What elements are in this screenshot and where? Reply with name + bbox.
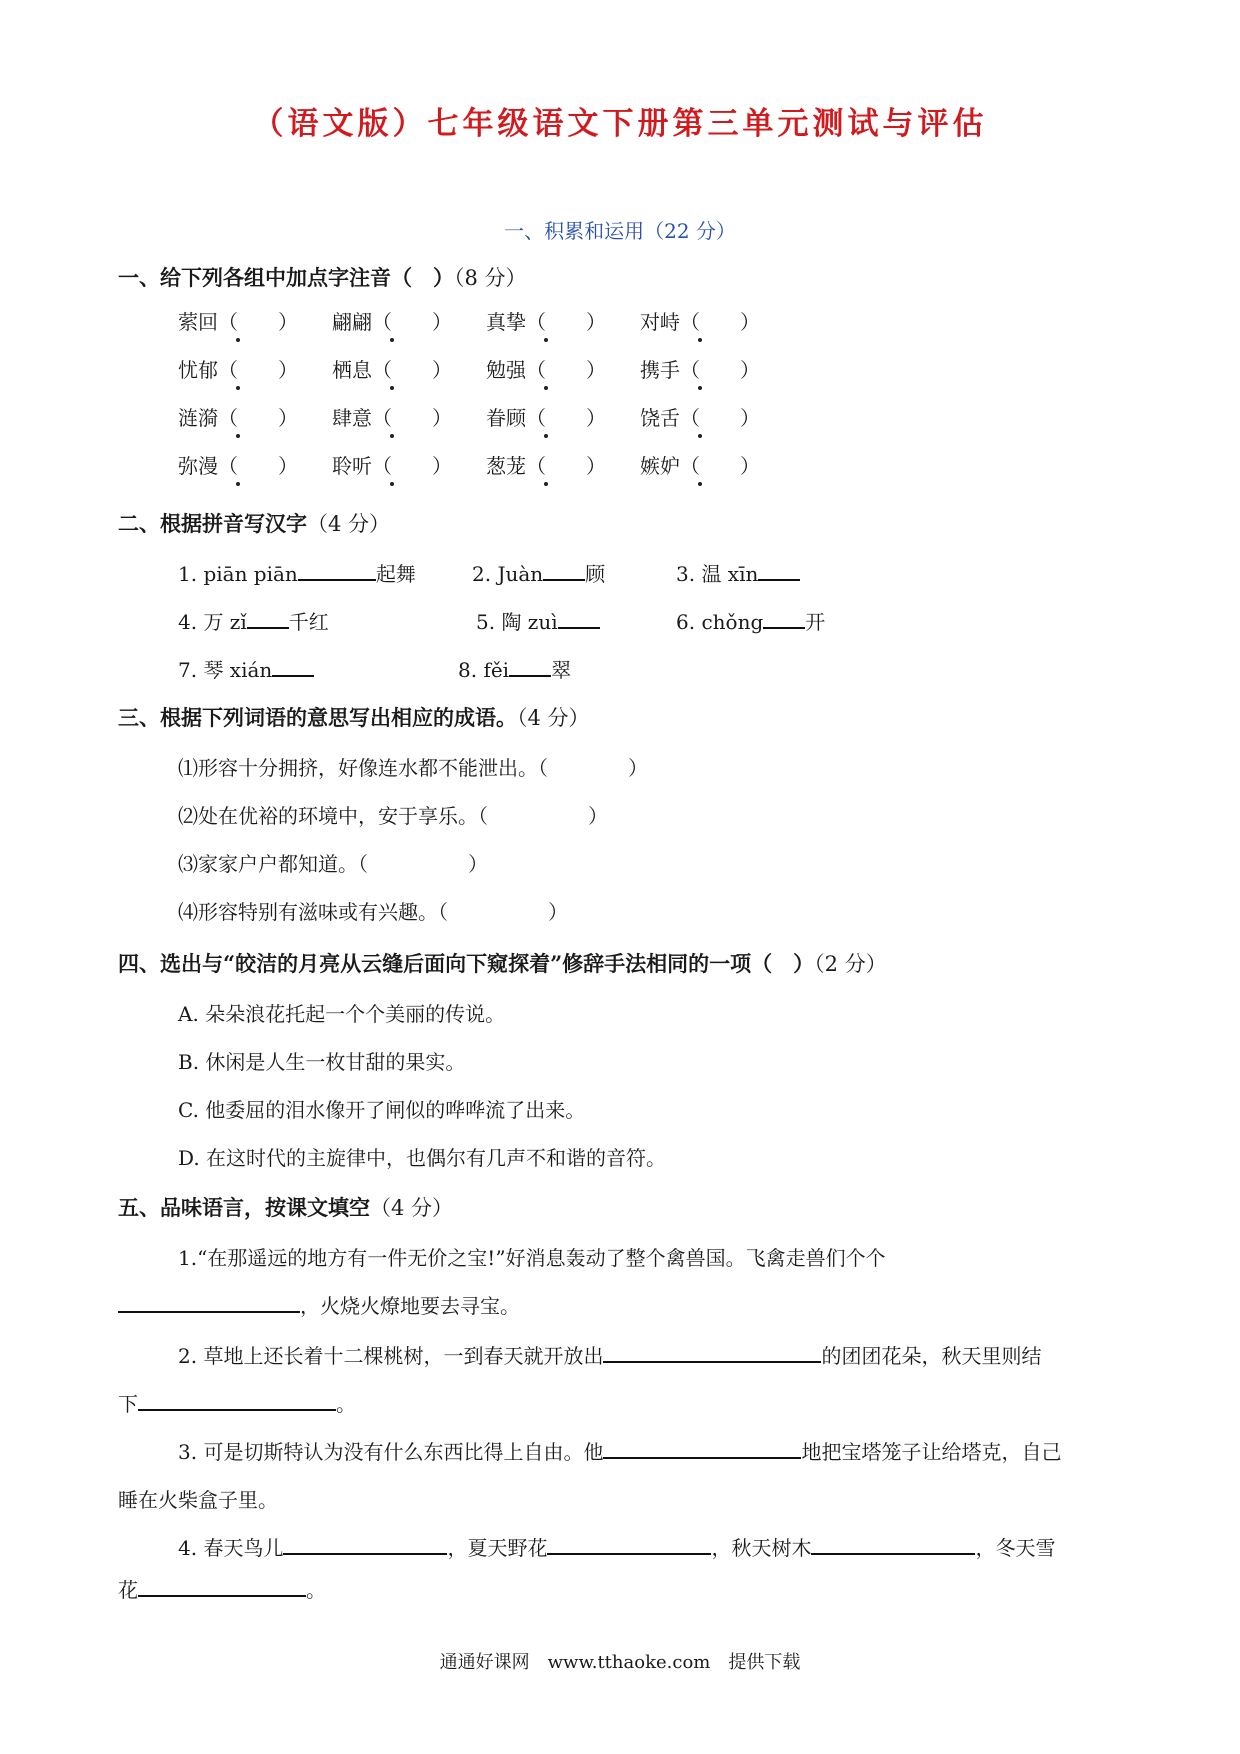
q1-item — [640, 402, 760, 431]
q5-item-4-line2 — [118, 1574, 326, 1603]
q2-suffix: 千红 — [288, 610, 329, 634]
q1-word: 携手（ ） — [640, 354, 760, 383]
q5-item-3-line1 — [178, 1436, 1061, 1465]
q3-item: ⑵处在优裕的环境中，安于享乐。（ ） — [178, 804, 608, 828]
answer-blank[interactable] — [138, 1391, 336, 1411]
q2-suffix: 起舞 — [375, 562, 416, 586]
q1-item — [178, 402, 298, 431]
q1-item — [486, 402, 606, 431]
q5-text: 下 — [118, 1392, 138, 1416]
answer-blank[interactable] — [118, 1293, 300, 1313]
page-title: （语文版）七年级语文下册第三单元测试与评估 — [252, 106, 988, 142]
answer-blank[interactable] — [758, 561, 800, 581]
q4-heading-text: 四、选出与“皎洁的月亮从云缝后面向下窥探着”修辞手法相同的一项（ ） — [118, 951, 815, 976]
q5-text: ，秋天树木 — [711, 1536, 812, 1560]
answer-blank[interactable] — [811, 1535, 975, 1555]
q2-pinyin: 2. Juàn — [472, 562, 544, 586]
q2-pinyin: 8. fěi — [458, 658, 510, 682]
q5-text: 的团团花朵，秋天里则结 — [821, 1344, 1042, 1368]
q1-word: 忧郁（ ） — [178, 354, 298, 383]
q1-points: （8 分） — [454, 266, 527, 290]
q5-item-4-line1 — [178, 1532, 1055, 1561]
answer-blank[interactable] — [558, 609, 600, 629]
q3-points: （4 分） — [517, 706, 590, 730]
q2-item — [178, 558, 416, 587]
answer-blank[interactable] — [298, 561, 376, 581]
answer-blank[interactable] — [543, 561, 585, 581]
q5-text: ，夏天野花 — [447, 1536, 548, 1560]
q1-heading-text: 一、给下列各组中加点字注音（ ） — [118, 265, 454, 290]
q1-word: 眷顾（ ） — [486, 402, 606, 431]
q2-pinyin: 5. 陶 zuì — [476, 610, 558, 634]
answer-blank[interactable] — [763, 609, 805, 629]
q1-word: 翩翩（ ） — [332, 306, 452, 335]
q4-option: B. 休闲是人生一枚甘甜的果实。 — [178, 1050, 466, 1074]
q4-heading — [118, 948, 887, 978]
q2-pinyin: 1. piān piān — [178, 562, 298, 586]
q1-item — [486, 354, 606, 383]
answer-blank[interactable] — [247, 609, 289, 629]
q2-item — [458, 654, 571, 683]
q4-option: D. 在这时代的主旋律中，也偶尔有几声不和谐的音符。 — [178, 1146, 667, 1170]
section-header: 一、积累和运用（22 分） — [504, 219, 736, 243]
q2-pinyin: 4. 万 zǐ — [178, 610, 247, 634]
q2-pinyin: 3. 温 xīn — [676, 562, 759, 586]
q5-item-1-line1: 1.“在那遥远的地方有一件无价之宝!”好消息轰动了整个禽兽国。飞禽走兽们个个 — [178, 1246, 886, 1270]
q5-item-2-line1 — [178, 1340, 1041, 1369]
q4-points: （2 分） — [814, 952, 887, 976]
q4-option: C. 他委屈的泪水像开了闸似的哗哗流了出来。 — [178, 1098, 586, 1122]
q2-heading-text: 二、根据拼音写汉字 — [118, 511, 307, 536]
q3-heading-text: 三、根据下列词语的意思写出相应的成语。 — [118, 705, 517, 730]
q5-item-2-line2 — [118, 1388, 356, 1417]
q5-text: ，冬天雪 — [975, 1536, 1056, 1560]
q2-pinyin: 6. chǒng — [676, 610, 764, 634]
answer-blank[interactable] — [283, 1535, 447, 1555]
answer-blank[interactable] — [272, 657, 314, 677]
q2-item — [676, 558, 800, 587]
answer-blank[interactable] — [603, 1439, 801, 1459]
q2-points: （4 分） — [307, 512, 391, 536]
q5-item-1-line2 — [118, 1290, 520, 1319]
q2-item — [476, 606, 600, 635]
q2-heading — [118, 508, 390, 538]
q5-item-3-line2: 睡在火柴盒子里。 — [118, 1488, 278, 1512]
q1-word: 嫉妒（ ） — [640, 450, 760, 479]
q1-word: 栖息（ ） — [332, 354, 452, 383]
q4-option: A. 朵朵浪花托起一个个美丽的传说。 — [178, 1002, 506, 1026]
q1-word: 勉强（ ） — [486, 354, 606, 383]
page-footer: 通通好课网 www.tthaoke.com 提供下载 — [439, 1652, 801, 1673]
q1-item — [332, 306, 452, 335]
q5-text: 4. 春天鸟儿 — [178, 1536, 284, 1560]
q1-item — [332, 402, 452, 431]
q1-word: 葱茏（ ） — [486, 450, 606, 479]
q1-item — [486, 306, 606, 335]
q2-item — [472, 558, 605, 587]
answer-blank[interactable] — [138, 1577, 306, 1597]
q5-text: 地把宝塔笼子让给塔克，自己 — [801, 1440, 1062, 1464]
q5-text: 。 — [336, 1392, 356, 1416]
q1-item — [178, 354, 298, 383]
q3-item: ⑷形容特别有滋味或有兴趣。（ ） — [178, 900, 568, 924]
q1-word: 真挚（ ） — [486, 306, 606, 335]
q1-item — [332, 450, 452, 479]
q1-word: 肆意（ ） — [332, 402, 452, 431]
q3-item: ⑴形容十分拥挤，好像连水都不能泄出。（ ） — [178, 756, 648, 780]
q2-item — [676, 606, 825, 635]
q2-pinyin: 7. 琴 xián — [178, 658, 273, 682]
q5-text: 。 — [306, 1578, 326, 1602]
q5-text: ，火烧火燎地要去寻宝。 — [300, 1294, 520, 1318]
q5-text: 花 — [118, 1578, 138, 1602]
q3-heading — [118, 702, 590, 732]
q3-item: ⑶家家户户都知道。（ ） — [178, 852, 488, 876]
q1-item — [640, 450, 760, 479]
answer-blank[interactable] — [603, 1343, 821, 1363]
q5-text: 3. 可是切斯特认为没有什么东西比得上自由。他 — [178, 1440, 604, 1464]
answer-blank[interactable] — [547, 1535, 711, 1555]
q1-word: 涟漪（ ） — [178, 402, 298, 431]
q1-item — [332, 354, 452, 383]
q2-suffix: 顾 — [585, 562, 606, 586]
q1-heading — [118, 262, 527, 292]
q1-word: 萦回（ ） — [178, 306, 298, 335]
answer-blank[interactable] — [509, 657, 551, 677]
q2-suffix: 开 — [805, 610, 826, 634]
q1-item — [178, 450, 298, 479]
q5-heading-text: 五、品味语言，按课文填空 — [118, 1195, 370, 1220]
q5-heading — [118, 1192, 453, 1222]
q1-item — [178, 306, 298, 335]
q1-word: 聆听（ ） — [332, 450, 452, 479]
q1-word: 弥漫（ ） — [178, 450, 298, 479]
q1-item — [640, 306, 760, 335]
q1-word: 饶舌（ ） — [640, 402, 760, 431]
q2-item — [178, 606, 329, 635]
q1-word: 对峙（ ） — [640, 306, 760, 335]
q1-item — [486, 450, 606, 479]
q5-points: （4 分） — [370, 1196, 454, 1220]
q5-text: 2. 草地上还长着十二棵桃树，一到春天就开放出 — [178, 1344, 604, 1368]
q2-suffix: 翠 — [551, 658, 572, 682]
q1-item — [640, 354, 760, 383]
q2-item — [178, 654, 314, 683]
